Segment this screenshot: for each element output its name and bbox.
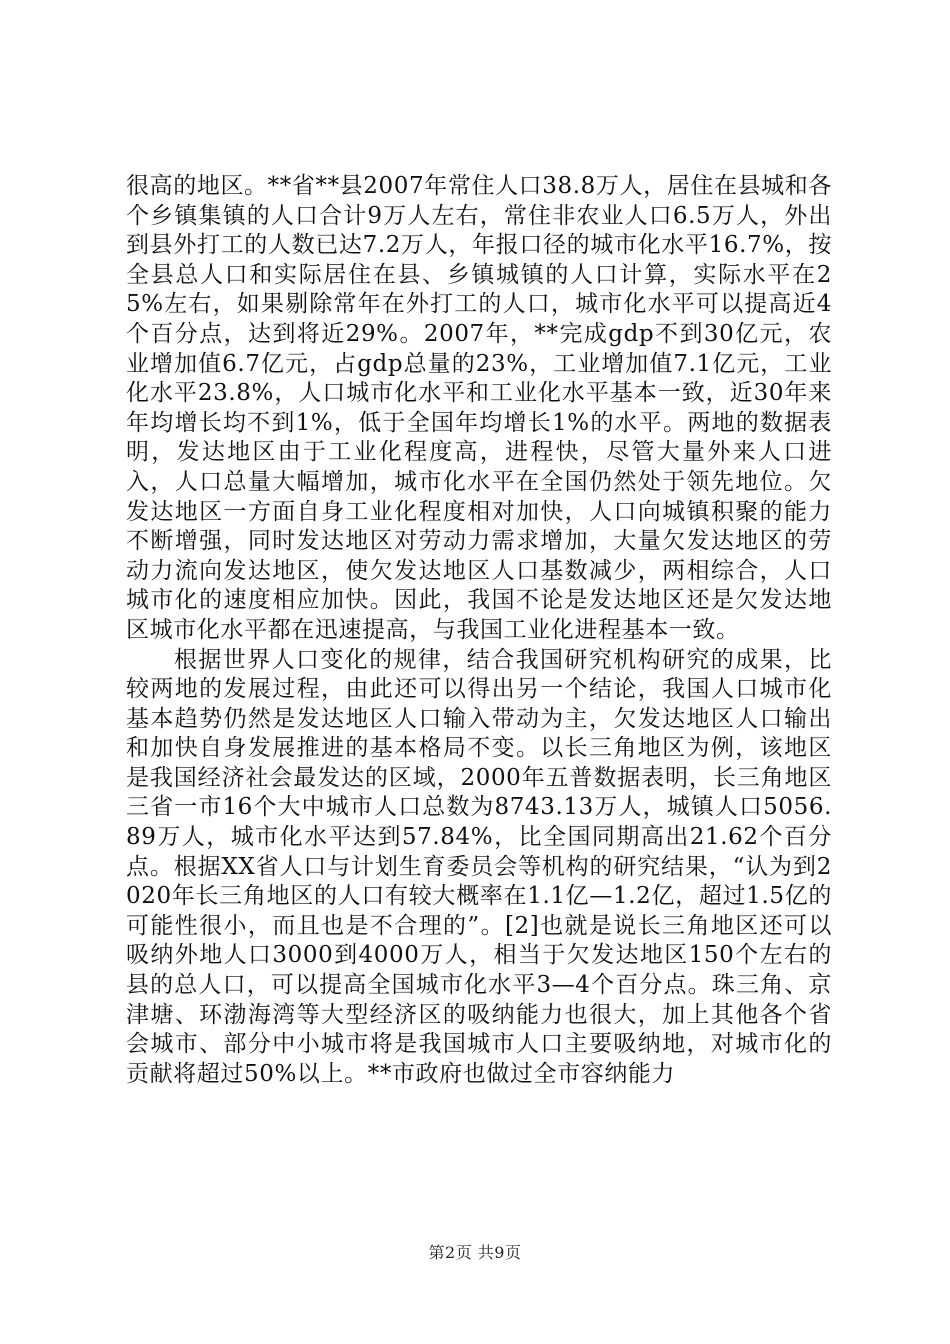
paragraph-2: 根据世界人口变化的规律，结合我国研究机构研究的成果，比较两地的发展过程，由此还可以得出另一个结论，我国人口城市化基本趋势仍然是发达地区人口输入带动为主，欠发达地区人口输出和加快自身发展推进的基本格局不变。以长三角地区为例，该地区是我国经济社会最发达的区域，2000年五普数据表明，长三角地区三省一市16个大中城市人口总数为8743.13万人，城镇人口5056.89万人，城市化水平达到57.84%，比全国同期高出21.62个百分点。根据XX省人口与计划生育委员会等机构的研究结果，“认为到2020年长三角地区的人口有较大概率在1.1亿—1.2亿，超过1.5亿的可能性很小，而且也是不合理的”。[2]也就是说长三角地区还可以吸纳外地人口3000到4000万人，相当于欠发达地区150个左右的县的总人口，可以提高全国城市化水平3—4个百分点。珠三角、京津塘、环渤海湾等大型经济区的吸纳能力也很大，加上其他各个省会城市、部分中小城市将是我国城市人口主要吸纳地，对城市化的贡献将超过50%以上。**市政府也做过全市容纳能力 bbox=[126, 646, 832, 1087]
document-body bbox=[126, 172, 832, 1089]
page-number-footer: 第2页 共9页 bbox=[428, 1243, 522, 1262]
paragraph-1: 很高的地区。**省**县2007年常住人口38.8万人，居住在县城和各个乡镇集镇的人口合计9万人左右，常住非农业人口6.5万人，外出到县外打工的人数已达7.2万人，年报口径的城市化水平16.7%，按全县总人口和实际居住在县、乡镇城镇的人口计算，实际水平在25%左右，如果剔除常年在外打工的人口，城市化水平可以提高近4个百分点，达到将近29%。2007年，**完成gdp不到30亿元，农业增加值6.7亿元，占gdp总量的23%，工业增加值7.1亿元，工业化水平23.8%，人口城市化水平和工业化水平基本一致，近30年来年均增长均不到1%，低于全国年均增长1%的水平。两地的数据表明，发达地区由于工业化程度高，进程快，尽管大量外来人口进入，人口总量大幅增加，城市化水平在全国仍然处于领先地位。欠发达地区一方面自身工业化程度相对加快，人口向城镇积聚的能力不断增强，同时发达地区对劳动力需求增加，大量欠发达地区的劳动力流向发达地区，使欠发达地区人口基数减少，两相综合，人口城市化的速度相应加快。因此，我国不论是发达地区还是欠发达地区城市化水平都在迅速提高，与我国工业化进程基本一致。 bbox=[126, 173, 832, 643]
